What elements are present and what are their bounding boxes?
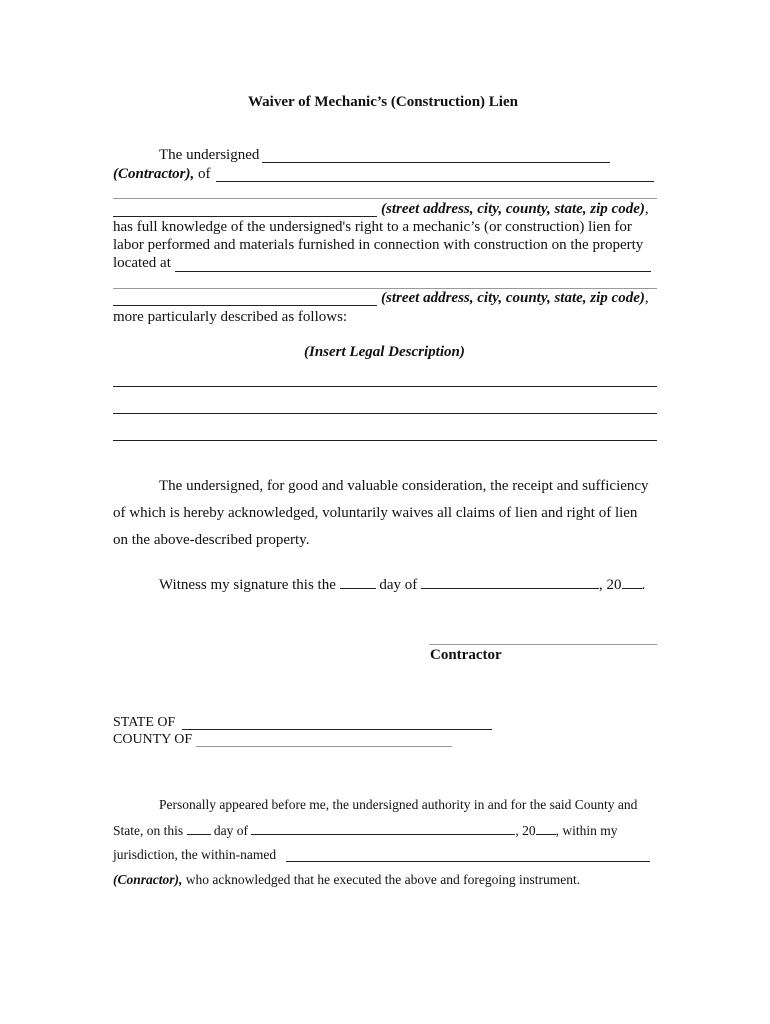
state-of-field[interactable] bbox=[182, 729, 492, 730]
contractor-address-field-1[interactable] bbox=[216, 181, 654, 182]
witness-day-of: day of bbox=[379, 577, 418, 593]
contractor-label: (Contractor), bbox=[113, 166, 195, 182]
county-of-field[interactable] bbox=[196, 746, 452, 747]
consideration-line-1: The undersigned, for good and valuable consideration, the receipt and sufficiency bbox=[159, 478, 649, 494]
witness-line bbox=[159, 577, 645, 593]
property-address-field-2[interactable] bbox=[113, 288, 657, 289]
state-of-label: STATE OF bbox=[113, 715, 176, 730]
located-at-text: located at bbox=[113, 255, 171, 271]
insert-legal-description: (Insert Legal Description) bbox=[304, 344, 465, 360]
notary-year-prefix: , 20 bbox=[515, 823, 536, 838]
of-text: of bbox=[194, 166, 211, 182]
notary-line-3 bbox=[113, 848, 276, 862]
contractor-of-line bbox=[113, 167, 211, 182]
acknowledged-text: who acknowledged that he executed the above and foregoing instrument. bbox=[182, 872, 581, 887]
witness-year-prefix: , 20 bbox=[599, 577, 622, 593]
document-title: Waiver of Mechanic’s (Construction) Lien bbox=[248, 94, 518, 110]
street-hint-line-2 bbox=[381, 291, 649, 306]
contractor-signature-label: Contractor bbox=[430, 647, 502, 663]
notary-year-field[interactable] bbox=[536, 823, 556, 835]
contractor-name-field[interactable] bbox=[262, 162, 610, 163]
legal-description-field-3[interactable] bbox=[113, 440, 657, 441]
contractor-address-field-2[interactable] bbox=[113, 198, 657, 199]
located-at-line bbox=[113, 256, 171, 271]
notary-line-2 bbox=[113, 823, 618, 838]
county-of-line bbox=[113, 733, 192, 747]
notary-jurisdiction: jurisdiction, the within-named bbox=[113, 847, 277, 862]
notary-day-field[interactable] bbox=[187, 823, 211, 835]
consideration-line-3: on the above-described property. bbox=[113, 532, 310, 548]
knowledge-line: has full knowledge of the undersigned's right to a mechanic’s (or construction) lien for bbox=[113, 219, 632, 235]
comma-2: , bbox=[644, 290, 649, 306]
street-hint-2: (street address, city, county, state, zip code) bbox=[381, 290, 645, 306]
legal-description-field-2[interactable] bbox=[113, 413, 657, 414]
notary-month-field[interactable] bbox=[251, 823, 515, 835]
witness-prefix: Witness my signature this the bbox=[159, 577, 336, 593]
within-named-field[interactable] bbox=[286, 861, 650, 862]
state-of-line bbox=[113, 716, 175, 730]
street-hint-1: (street address, city, county, state, zip code) bbox=[381, 201, 645, 217]
legal-description-field-1[interactable] bbox=[113, 386, 657, 387]
witness-day-field[interactable] bbox=[340, 577, 376, 589]
county-of-label: COUNTY OF bbox=[113, 732, 193, 747]
property-address-field-3[interactable] bbox=[113, 305, 377, 306]
street-hint-line-1 bbox=[381, 202, 649, 217]
witness-end: . bbox=[641, 577, 646, 593]
undersigned-line bbox=[159, 148, 259, 163]
more-particularly-line: more particularly described as follows: bbox=[113, 309, 348, 325]
contractor-address-field-3[interactable] bbox=[113, 216, 377, 217]
notary-line-1: Personally appeared before me, the undersigned authority in and for the said County and bbox=[159, 797, 638, 812]
comma-1: , bbox=[644, 201, 649, 217]
undersigned-text: The undersigned bbox=[159, 147, 260, 163]
notary-day-of: day of bbox=[213, 823, 248, 838]
consideration-line-2: of which is hereby acknowledged, voluntarily waives all claims of lien and right of lien bbox=[113, 505, 638, 521]
conractor-label: (Conractor), bbox=[113, 872, 183, 887]
notary-within-my: , within my bbox=[555, 823, 618, 838]
notary-state-on-this: State, on this bbox=[113, 823, 184, 838]
property-address-field-1[interactable] bbox=[175, 271, 651, 272]
contractor-signature-field[interactable] bbox=[429, 644, 657, 645]
witness-month-field[interactable] bbox=[421, 577, 599, 589]
witness-year-field[interactable] bbox=[622, 577, 642, 589]
labor-line: labor performed and materials furnished in connection with construction on the property bbox=[113, 237, 644, 253]
notary-line-4 bbox=[113, 873, 580, 887]
